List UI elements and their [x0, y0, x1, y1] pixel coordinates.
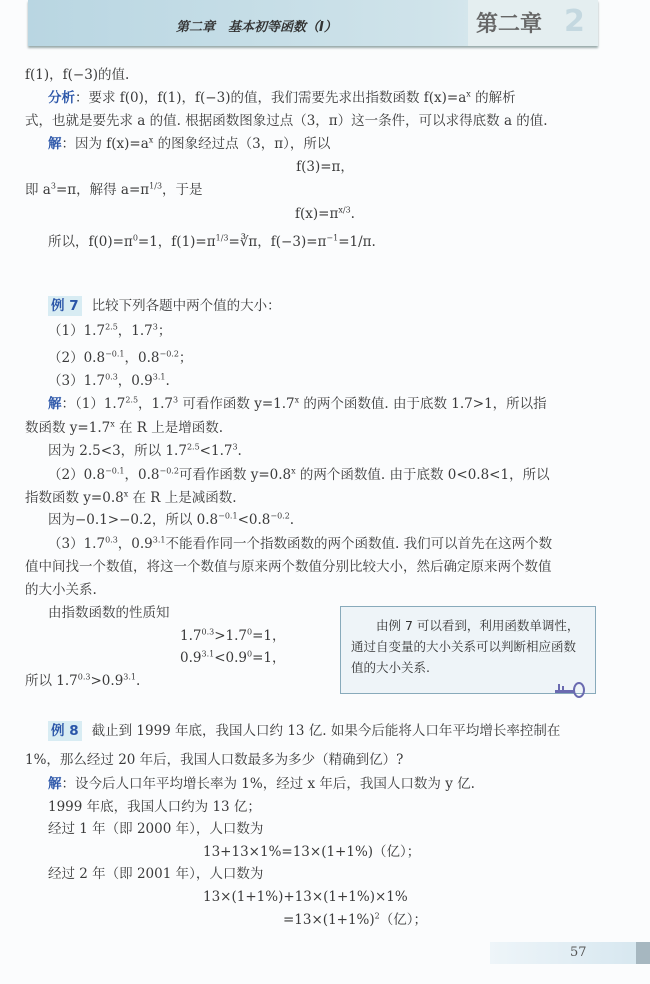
- text: （3）1.7: [48, 536, 106, 552]
- text: 因为 2.5<3，所以 1.7: [48, 443, 187, 459]
- text: 数函数 y=1.7: [25, 420, 111, 436]
- text-line: [48, 604, 170, 622]
- text: >0.9: [90, 673, 124, 689]
- sup: −1: [326, 233, 339, 243]
- text: ，0.9: [117, 373, 153, 389]
- text: f(1)，f(−3)的值.: [25, 67, 130, 83]
- solution-label: 解: [48, 396, 62, 412]
- sup: −0.2: [159, 466, 179, 476]
- sup: 3: [50, 181, 56, 191]
- text: （1）1.7: [48, 323, 106, 339]
- sup: 3: [232, 442, 238, 452]
- text-line: [180, 627, 286, 645]
- text: ：要求 f(0)，f(1)，f(−3)的值，我们需要先求出指数函数 f(x)=a: [75, 90, 467, 106]
- sup: x: [466, 89, 471, 99]
- equation: [0, 205, 650, 223]
- text: ，0.9: [117, 536, 153, 552]
- sup: 2.5: [105, 322, 118, 332]
- sup: 2.5: [186, 442, 200, 452]
- text: .: [237, 443, 242, 459]
- text: =1，: [252, 628, 286, 644]
- sup: 0.3: [77, 672, 91, 682]
- text: 经过 1 年（即 2000 年），人口数为: [48, 821, 264, 837]
- text: （亿）；: [379, 912, 427, 928]
- text-line: [48, 322, 171, 340]
- text: f(3)=π，: [296, 159, 354, 175]
- text: ，于是: [162, 182, 203, 198]
- sup: x: [110, 419, 115, 429]
- text: .: [289, 512, 295, 528]
- sup: 3: [173, 395, 179, 405]
- sup: 0: [247, 627, 253, 637]
- sup: −0.2: [159, 349, 179, 359]
- sup: 0: [247, 649, 253, 659]
- text: 所以，f(0)=π: [48, 234, 133, 250]
- text: >1.7: [214, 628, 247, 644]
- text-line: [48, 442, 242, 460]
- example-8-title: [48, 722, 560, 740]
- text-line: [48, 798, 261, 816]
- sup: 3.1: [152, 535, 166, 545]
- sup: 1/3: [149, 181, 163, 191]
- text-line: [48, 395, 547, 413]
- text-line: [48, 511, 294, 529]
- sup: x: [148, 135, 154, 145]
- text: .: [350, 206, 355, 222]
- solution-line: [48, 775, 475, 793]
- text: ，1.7: [138, 396, 174, 412]
- page-number: 57: [570, 945, 587, 960]
- text-line: [48, 466, 550, 484]
- note-text: 由例 7 可以看到，利用函数单调性，通过自变量的大小关系可以判断相应函数值的大小关系.: [351, 618, 580, 675]
- equation: [203, 843, 420, 861]
- sup: 3.1: [201, 649, 215, 659]
- text-line: [48, 233, 376, 251]
- chapter-tab: [468, 0, 598, 46]
- text: ：设今后人口年平均增长率为 1%，经过 x 年后，我国人口数为 y 亿.: [61, 776, 475, 792]
- sup: 0.3: [201, 627, 215, 637]
- solution-label: 解: [48, 776, 62, 792]
- text-line: [25, 558, 552, 576]
- text: <0.8: [237, 512, 271, 528]
- sup: 3.1: [123, 672, 137, 682]
- chapter-numeral: 2: [564, 4, 585, 39]
- text: 可看作函数 y=1.7: [178, 396, 295, 412]
- text: 不能看作同一个指数函数的两个函数值. 我们可以首先在这两个数: [165, 536, 553, 552]
- text-line: [25, 489, 237, 507]
- sup: x: [294, 395, 300, 405]
- text: ；: [157, 323, 172, 339]
- sup: 2: [374, 911, 380, 921]
- sup: 0.3: [105, 372, 118, 382]
- text: ，1.7: [117, 323, 153, 339]
- text: =1，: [252, 650, 286, 666]
- text: 经过 2 年（即 2001 年），人口数为: [48, 866, 264, 882]
- text: 可看作函数 y=0.8: [178, 467, 292, 483]
- text: 的两个函数值. 由于底数 0<0.8<1，所以: [295, 467, 550, 483]
- text: 的大小关系.: [25, 582, 97, 598]
- text: .: [136, 673, 141, 689]
- text-line: [48, 349, 192, 367]
- text: 在 R 上是减函数.: [128, 490, 237, 506]
- equation: [203, 888, 408, 906]
- example-label: 例 8: [48, 721, 82, 741]
- sup: 0.3: [105, 535, 118, 545]
- equation: [0, 158, 650, 176]
- text: =1/π.: [338, 234, 376, 250]
- sup: 2.5: [125, 395, 139, 405]
- sup: 1/3: [215, 233, 229, 243]
- sup: −0.1: [105, 349, 125, 359]
- sup: x/3: [338, 205, 351, 215]
- text: （2）0.8: [48, 350, 106, 366]
- text: 13×(1+1%)+13×(1+1%)×1%: [203, 889, 408, 905]
- text: 1%，那么经过 20 年后，我国人口数最多为多少（精确到亿）?: [25, 752, 404, 768]
- text-line: [48, 820, 263, 838]
- equation: [283, 911, 427, 929]
- solution-label: 解: [48, 136, 62, 152]
- text: ，0.8: [124, 350, 160, 366]
- text: ，0.8: [124, 467, 160, 483]
- text: <0.9: [214, 650, 247, 666]
- text-line: [25, 112, 548, 130]
- text: （3）1.7: [48, 373, 106, 389]
- text-line: [48, 865, 263, 883]
- text-line: [48, 372, 170, 390]
- text: （2）0.8: [48, 467, 106, 483]
- solution-line: [48, 135, 330, 153]
- text-line: [25, 581, 97, 599]
- text-line: [25, 419, 223, 437]
- text: <1.7: [199, 443, 233, 459]
- text: 13+13×1%=13×(1+1%)（亿）；: [203, 844, 421, 860]
- analysis-label: 分析: [48, 90, 75, 106]
- text: 0.9: [180, 650, 202, 666]
- text-line: [180, 649, 286, 667]
- sup: −0.1: [105, 466, 125, 476]
- text: 所以 1.7: [25, 673, 78, 689]
- sup: 0: [132, 233, 138, 243]
- sup: −0.2: [270, 511, 290, 521]
- chapter-header: [28, 0, 598, 46]
- text: ；: [178, 350, 193, 366]
- sup: 3.1: [152, 372, 166, 382]
- key-icon: [555, 680, 585, 698]
- text: ：（1）1.7: [61, 396, 126, 412]
- example-7-title: [48, 297, 281, 315]
- text: =π，解得 a=π: [55, 182, 150, 198]
- text-line: [25, 751, 403, 769]
- text: 指数函数 y=0.8: [25, 490, 124, 506]
- sup: x: [291, 466, 296, 476]
- text-line: [25, 672, 140, 690]
- example-label: 例 7: [48, 296, 82, 316]
- text: 1.7: [180, 628, 202, 644]
- sup: −0.1: [218, 511, 238, 521]
- text: 1999 年底，我国人口约为 13 亿；: [48, 799, 261, 815]
- text: 的两个函数值. 由于底数 1.7>1，所以指: [299, 396, 547, 412]
- sup: 3: [152, 322, 158, 332]
- text: 在 R 上是增函数.: [114, 420, 224, 436]
- text: 比较下列各题中两个值的大小：: [91, 298, 281, 314]
- text: 由指数函数的性质知: [48, 605, 170, 621]
- text: 值中间找一个数值，将这一个数值与原来两个数值分别比较大小，然后确定原来两个数值: [25, 559, 552, 575]
- text-line: [48, 535, 552, 553]
- chapter-title: 第二章 基本初等函数（Ⅰ）: [176, 20, 337, 35]
- text: 的图象经过点（3，π），所以: [153, 136, 331, 152]
- text-line: [25, 181, 203, 199]
- text: =1，f(1)=π: [137, 234, 216, 250]
- text: =∛π，f(−3)=π: [228, 234, 327, 250]
- sup: x: [123, 489, 129, 499]
- text: ：因为 f(x)=a: [61, 136, 149, 152]
- text: 截止到 1999 年底，我国人口约 13 亿. 如果今后能将人口年平均增长率控制在: [91, 723, 561, 739]
- text: 式，也就是要先求 a 的值. 根据函数图象过点（3，π）这一条件，可以求得底数 a 的值.: [25, 113, 548, 129]
- analysis-line: [48, 89, 516, 107]
- text: =13×(1+1%): [283, 912, 375, 928]
- text: 的解析: [470, 90, 516, 106]
- text: .: [165, 373, 170, 389]
- page-footer: [490, 942, 650, 964]
- text: 即 a: [25, 182, 51, 198]
- text: f(x)=π: [295, 206, 339, 222]
- chapter-tab-label: 第二章: [476, 12, 543, 37]
- text-line: [25, 66, 129, 84]
- text: 因为−0.1>−0.2，所以 0.8: [48, 512, 219, 528]
